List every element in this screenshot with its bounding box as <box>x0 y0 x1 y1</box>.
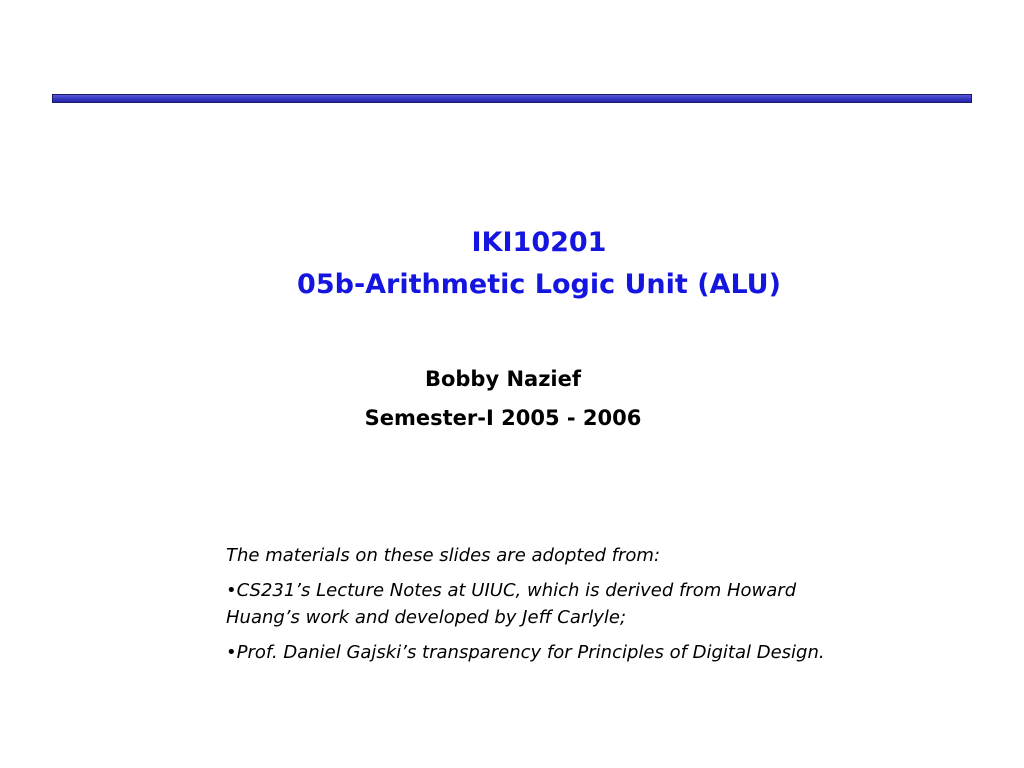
source-notes <box>226 542 826 674</box>
notes-intro: The materials on these slides are adopted from: <box>226 545 661 566</box>
author-name: Bobby Nazief <box>424 367 582 391</box>
slide-title <box>0 222 1024 306</box>
author-info <box>0 360 1006 438</box>
notes-item-gajski: •Prof. Daniel Gajski’s transparency for Principles of Digital Design. <box>226 642 825 663</box>
top-divider-rule <box>52 94 972 103</box>
course-code: IKI10201 <box>471 227 607 258</box>
semester-label: Semester-I 2005 - 2006 <box>364 406 642 430</box>
notes-item-cs231: •CS231’s Lecture Notes at UIUC, which is derived from Howard Huang’s work and developed by Jeff Carlyle; <box>226 580 797 628</box>
lecture-title: 05b-Arithmetic Logic Unit (ALU) <box>297 269 781 300</box>
